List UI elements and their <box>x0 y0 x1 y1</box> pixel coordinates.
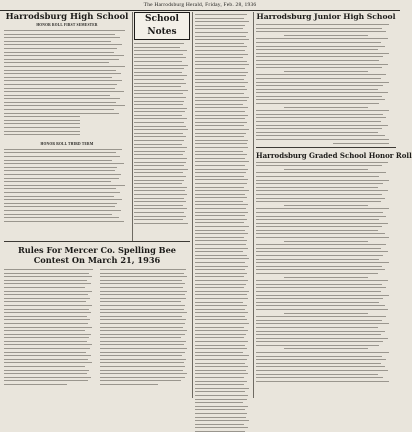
third-term-names <box>4 149 130 222</box>
graded-school-names <box>256 162 396 382</box>
rules-text-left <box>4 269 95 388</box>
spelling-bee-rules <box>4 238 190 396</box>
rules-text-right <box>100 269 191 388</box>
school-notes-column-left <box>134 12 190 238</box>
high-school-column <box>4 12 130 248</box>
spelling-bee-heading: Rules For Mercer Co. Spelling Bee Contest On March 21, 1936 <box>17 245 177 265</box>
column-rule <box>192 12 193 398</box>
column-rule <box>253 12 254 398</box>
masthead: The Harrodsburg Herald, Friday, Feb. 28, 1936 <box>0 0 400 11</box>
junior-high-column <box>256 12 412 398</box>
school-notes-heading: School Notes <box>134 12 190 40</box>
junior-high-heading: Harrodsburg Junior High School <box>256 12 396 21</box>
third-term-subheading: HONOR ROLL THIRD TERM <box>40 141 94 146</box>
honor-roll-subheading: HONOR ROLL FIRST SEMESTER <box>36 23 98 27</box>
graded-school-heading: Harrodsburg Graded School Honor Roll <box>256 150 412 160</box>
school-notes-continued <box>195 14 251 432</box>
high-school-heading: Harrodsburg High School <box>5 12 129 22</box>
junior-high-names <box>256 24 396 144</box>
school-notes-column-right <box>195 12 251 398</box>
column-rule <box>132 12 133 242</box>
school-notes-text <box>134 43 190 224</box>
honor-roll-names <box>4 30 130 142</box>
